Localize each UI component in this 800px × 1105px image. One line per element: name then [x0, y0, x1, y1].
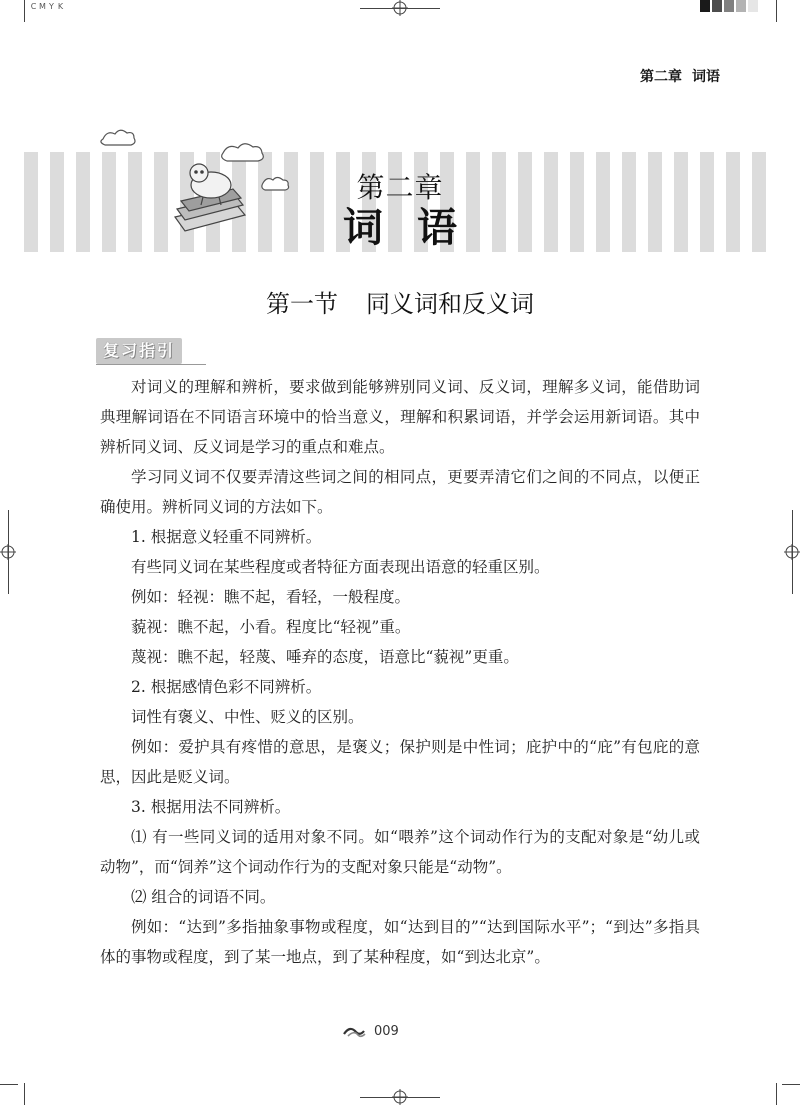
cmyk-m: M: [39, 2, 48, 11]
review-guide-label: 复习指引: [102, 341, 175, 360]
crop-mark: [24, 1083, 25, 1105]
swatch: [700, 0, 710, 12]
paragraph: 例如：爱护具有疼惜的意思，是褒义；保护则是中性词；庇护中的“庇”有包庇的意思，因此是贬义词。: [100, 738, 700, 786]
paragraph: 词性有褒义、中性、贬义的区别。: [131, 708, 364, 726]
paragraph: 1. 根据意义轻重不同辨析。: [131, 528, 322, 546]
body-text: [100, 372, 700, 972]
chapter-number: 第二章: [356, 171, 444, 204]
paragraph: 2. 根据感情色彩不同辨析。: [131, 678, 322, 696]
cmyk-k: K: [57, 2, 66, 11]
paragraph: 例如：“达到”多指抽象事物或程度，如“达到目的”“达到国际水平”；“到达”多指具体的事物或程度，到了某一地点，到了某种程度，如“到达北京”。: [100, 918, 700, 966]
paragraph: 蔑视：瞧不起，轻蔑、唾弃的态度，语意比“藐视”更重。: [131, 648, 519, 666]
cmyk-marks: [30, 2, 66, 11]
swirl-icon: [342, 1025, 370, 1039]
section-number: 第一节: [266, 290, 338, 318]
crop-mark: [360, 8, 440, 9]
swatch: [724, 0, 734, 12]
paragraph: ⑴ 有一些同义词的适用对象不同。如“喂养”这个词动作行为的支配对象是“幼儿或动物”，而“饲养”这个词动作行为的支配对象只能是“动物”。: [100, 828, 700, 876]
section-title: [0, 284, 800, 319]
swatch: [748, 0, 758, 12]
crop-mark: [776, 0, 777, 22]
running-head: [640, 66, 720, 86]
paragraph: 3. 根据用法不同辨析。: [131, 798, 291, 816]
running-head-title: 词语: [692, 69, 720, 85]
swatch: [736, 0, 746, 12]
paragraph: ⑵ 组合的词语不同。: [131, 888, 276, 906]
crop-mark: [782, 1084, 800, 1085]
crop-mark: [776, 1083, 777, 1105]
crop-mark: [0, 1084, 18, 1085]
paragraph: 有些同义词在某些程度或者特征方面表现出语意的轻重区别。: [131, 558, 550, 576]
swatch: [712, 0, 722, 12]
review-guide-tag: [96, 338, 182, 364]
crop-mark: [360, 1097, 440, 1098]
chapter-title: 词语: [343, 204, 491, 251]
paragraph: 学习同义词不仅要弄清这些词之间的相同点，更要弄清它们之间的不同点，以便正确使用。辨析同义词的方法如下。: [100, 468, 700, 516]
page-number-area: [342, 1024, 399, 1039]
running-head-chapter: 第二章: [640, 69, 682, 85]
tag-underline: [96, 364, 206, 365]
crop-mark: [24, 0, 25, 22]
crop-mark: [792, 510, 793, 594]
cmyk-c: C: [30, 2, 39, 11]
crop-mark: [8, 510, 9, 594]
page-number: 009: [374, 1024, 399, 1039]
section-name: 同义词和反义词: [366, 290, 534, 318]
paragraph: 例如：轻视：瞧不起，看轻，一般程度。: [131, 588, 411, 606]
paragraph: 对词义的理解和辨析，要求做到能够辨别同义词、反义词，理解多义词，能借助词典理解词语在不同语言环境中的恰当意义，理解和积累词语，并学会运用新词语。其中辨析同义词、反义词是学习的重点和难点。: [100, 378, 700, 456]
color-swatches: [700, 0, 758, 12]
paragraph: 藐视：瞧不起，小看。程度比“轻视”重。: [131, 618, 411, 636]
cmyk-y: Y: [49, 2, 56, 11]
